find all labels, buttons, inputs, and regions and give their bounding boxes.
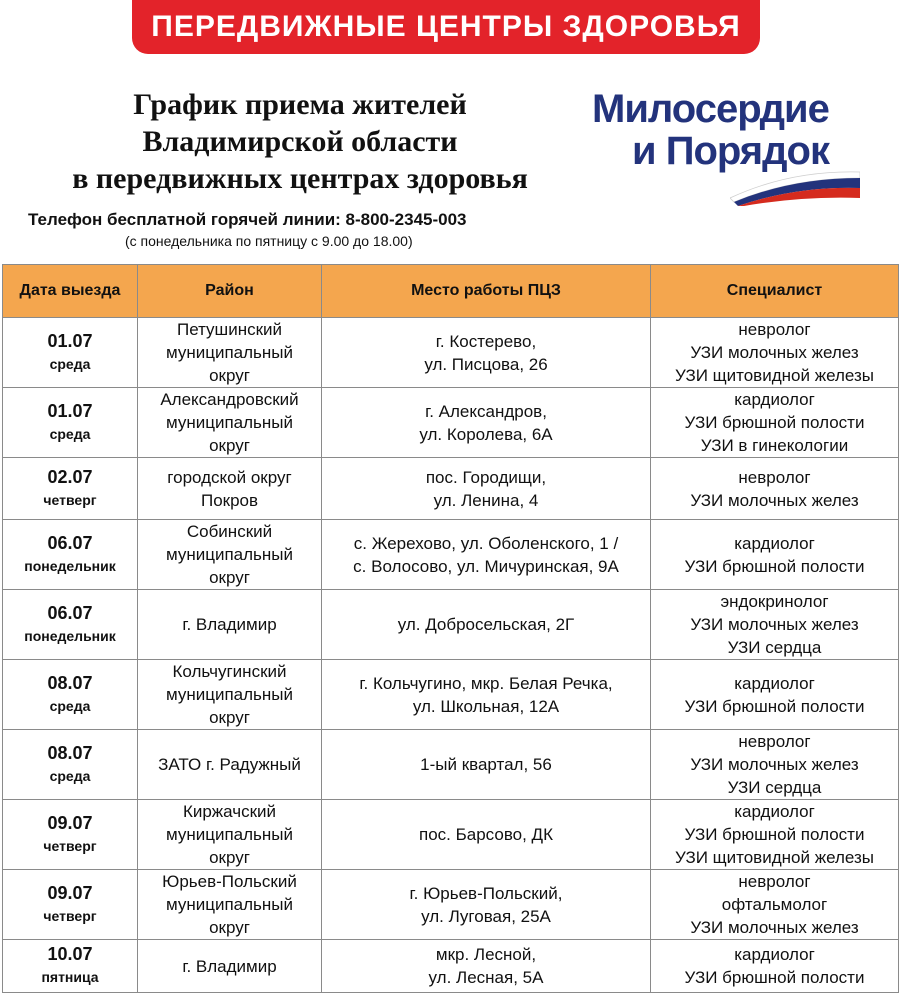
cell-date: [3, 318, 138, 388]
cell-place: [322, 940, 651, 993]
logo-line-1: Милосердие: [592, 87, 829, 131]
visit-weekday: четверг: [43, 491, 97, 508]
cell-date: [3, 388, 138, 458]
district-line: округ: [209, 848, 250, 867]
cell-specialists: [651, 730, 899, 800]
place-line: мкр. Лесной,: [435, 945, 537, 964]
cell-specialists: [651, 318, 899, 388]
hotline-text: Телефон бесплатной горячей линии: 8-800-2345-003: [28, 210, 467, 229]
cell-date: [3, 660, 138, 730]
cell-date: [3, 520, 138, 590]
cell-specialists: [651, 800, 899, 870]
visit-date: 08.07: [47, 672, 93, 693]
specialist-line: УЗИ в гинекологии: [700, 436, 849, 455]
district-line: муниципальный: [165, 895, 294, 914]
visit-date: 09.07: [47, 882, 93, 903]
specialist-line: УЗИ брюшной полости: [684, 825, 865, 844]
district-line: округ: [209, 436, 250, 455]
cell-place: [322, 388, 651, 458]
cell-date: [3, 458, 138, 520]
specialist-line: УЗИ молочных желез: [690, 918, 859, 937]
visit-weekday: среда: [49, 355, 91, 372]
table-row: [3, 870, 899, 940]
place-line: с. Жерехово, ул. Оболенского, 1 /: [353, 533, 619, 553]
district-line: Киржачский: [182, 802, 277, 821]
specialist-line: УЗИ молочных желез: [690, 490, 859, 510]
table-row: [3, 730, 899, 800]
cell-district: [138, 458, 322, 520]
specialist-line: УЗИ брюшной полости: [684, 556, 865, 576]
district-line: Собинский: [186, 522, 273, 541]
district-line: Юрьев-Польский: [162, 872, 297, 891]
specialist-line: УЗИ щитовидной железы: [675, 848, 874, 867]
header-banner: [132, 0, 760, 54]
district-line: городской округ: [167, 467, 292, 487]
cell-place: [322, 660, 651, 730]
table-row: [3, 318, 899, 388]
cell-district: [138, 318, 322, 388]
banner-title: ПЕРЕДВИЖНЫЕ ЦЕНТРЫ ЗДОРОВЬЯ: [151, 10, 741, 43]
cell-specialists: [651, 940, 899, 993]
logo: [592, 88, 872, 206]
specialist-line: офтальмолог: [721, 895, 828, 914]
visit-date: 02.07: [47, 466, 93, 487]
district-line: округ: [209, 366, 250, 385]
cell-district: [138, 870, 322, 940]
visit-date: 09.07: [47, 812, 93, 833]
specialist-line: УЗИ молочных желез: [690, 755, 859, 774]
cell-district: [138, 940, 322, 993]
table-row: [3, 458, 899, 520]
district-line: г. Владимир: [182, 956, 277, 976]
header-specialist: Специалист: [651, 265, 899, 318]
visit-date: 10.07: [47, 944, 93, 964]
specialist-line: УЗИ сердца: [727, 638, 822, 657]
place-line: пос. Городищи,: [425, 467, 547, 487]
visit-weekday: понедельник: [24, 557, 116, 574]
banner-wrap: [0, 0, 900, 62]
header-district: Район: [138, 265, 322, 318]
district-line: муниципальный: [165, 343, 294, 362]
cell-place: [322, 800, 651, 870]
place-line: пос. Барсово, ДК: [419, 825, 553, 844]
flag-swoosh-icon: [730, 168, 860, 206]
specialist-line: кардиолог: [734, 945, 815, 964]
district-line: муниципальный: [165, 413, 294, 432]
place-line: ул. Добросельская, 2Г: [397, 615, 575, 634]
logo-line-2: и Порядок: [632, 129, 829, 173]
table-row: [3, 940, 899, 993]
specialist-line: кардиолог: [734, 390, 815, 409]
cell-district: [138, 660, 322, 730]
cell-place: [322, 730, 651, 800]
visit-weekday: среда: [49, 697, 91, 714]
specialist-line: УЗИ брюшной полости: [684, 413, 865, 432]
cell-district: [138, 388, 322, 458]
specialist-line: кардиолог: [734, 673, 815, 693]
district-line: муниципальный: [165, 825, 294, 844]
district-line: муниципальный: [165, 545, 294, 564]
visit-weekday: среда: [49, 425, 91, 442]
cell-district: [138, 730, 322, 800]
cell-specialists: [651, 870, 899, 940]
table-row: [3, 520, 899, 590]
table-row: [3, 800, 899, 870]
visit-weekday: четверг: [43, 837, 97, 854]
specialist-line: УЗИ щитовидной железы: [675, 366, 874, 385]
schedule-title: [20, 86, 580, 197]
district-line: округ: [209, 918, 250, 937]
cell-place: [322, 318, 651, 388]
specialist-line: невролог: [738, 467, 811, 487]
cell-place: [322, 870, 651, 940]
cell-specialists: [651, 590, 899, 660]
specialist-line: эндокринолог: [720, 592, 829, 611]
place-line: г. Александров,: [425, 401, 547, 421]
cell-district: [138, 800, 322, 870]
district-line: Александровский: [160, 390, 299, 409]
cell-date: [3, 800, 138, 870]
cell-date: [3, 940, 138, 993]
cell-date: [3, 870, 138, 940]
district-line: г. Владимир: [182, 615, 277, 634]
cell-specialists: [651, 660, 899, 730]
specialist-line: УЗИ брюшной полости: [684, 696, 865, 716]
district-line: Покров: [200, 490, 259, 510]
specialist-line: невролог: [738, 320, 811, 339]
visit-date: 01.07: [47, 330, 93, 351]
visit-date: 08.07: [47, 742, 93, 763]
place-line: ул. Королева, 6А: [419, 424, 553, 444]
place-line: ул. Луговая, 25А: [421, 906, 551, 926]
visit-weekday: понедельник: [24, 627, 116, 644]
cell-specialists: [651, 458, 899, 520]
district-line: округ: [209, 568, 250, 587]
place-line: г. Костерево,: [435, 331, 537, 351]
cell-specialists: [651, 388, 899, 458]
specialist-line: УЗИ сердца: [727, 778, 822, 797]
cell-district: [138, 590, 322, 660]
district-line: округ: [209, 708, 250, 727]
place-line: ул. Ленина, 4: [433, 490, 539, 510]
cell-date: [3, 590, 138, 660]
district-line: ЗАТО г. Радужный: [158, 755, 301, 774]
specialist-line: невролог: [738, 872, 811, 891]
place-line: ул. Писцова, 26: [424, 354, 548, 374]
visit-weekday: среда: [49, 767, 91, 784]
district-line: Петушинский: [176, 320, 283, 339]
cell-specialists: [651, 520, 899, 590]
place-line: ул. Школьная, 12А: [412, 696, 560, 716]
specialist-line: кардиолог: [734, 533, 815, 553]
cell-place: [322, 458, 651, 520]
visit-date: 06.07: [47, 532, 93, 553]
header-date: Дата выезда: [3, 265, 138, 318]
table-body: [3, 318, 899, 993]
title-line-1: График приема жителей: [133, 88, 467, 121]
specialist-line: кардиолог: [734, 802, 815, 821]
cell-district: [138, 520, 322, 590]
district-line: Кольчугинский: [172, 662, 287, 681]
schedule-table: [2, 264, 899, 993]
place-line: с. Волосово, ул. Мичуринская, 9А: [353, 556, 619, 576]
hotline-hours: (с понедельника по пятницу с 9.00 до 18.00): [125, 233, 413, 249]
title-line-2: Владимирской области: [142, 125, 458, 158]
table-row: [3, 388, 899, 458]
cell-date: [3, 730, 138, 800]
place-line: г. Юрьев-Польский,: [409, 883, 563, 903]
place-line: 1-ый квартал, 56: [420, 755, 552, 774]
place-line: г. Кольчугино, мкр. Белая Речка,: [359, 673, 613, 693]
specialist-line: УЗИ брюшной полости: [684, 968, 865, 987]
cell-place: [322, 520, 651, 590]
specialist-line: УЗИ молочных желез: [690, 615, 859, 634]
visit-weekday: четверг: [43, 907, 97, 924]
cell-place: [322, 590, 651, 660]
specialist-line: УЗИ молочных желез: [690, 343, 859, 362]
table-row: [3, 590, 899, 660]
place-line: ул. Лесная, 5А: [428, 968, 544, 987]
specialist-line: невролог: [738, 732, 811, 751]
table-row: [3, 660, 899, 730]
district-line: муниципальный: [165, 685, 294, 704]
header-place: Место работы ПЦЗ: [322, 265, 651, 318]
visit-date: 01.07: [47, 400, 93, 421]
table-header-row: [3, 265, 899, 318]
title-line-3: в передвижных центрах здоровья: [72, 162, 528, 195]
visit-weekday: пятница: [41, 969, 99, 985]
visit-date: 06.07: [47, 602, 93, 623]
